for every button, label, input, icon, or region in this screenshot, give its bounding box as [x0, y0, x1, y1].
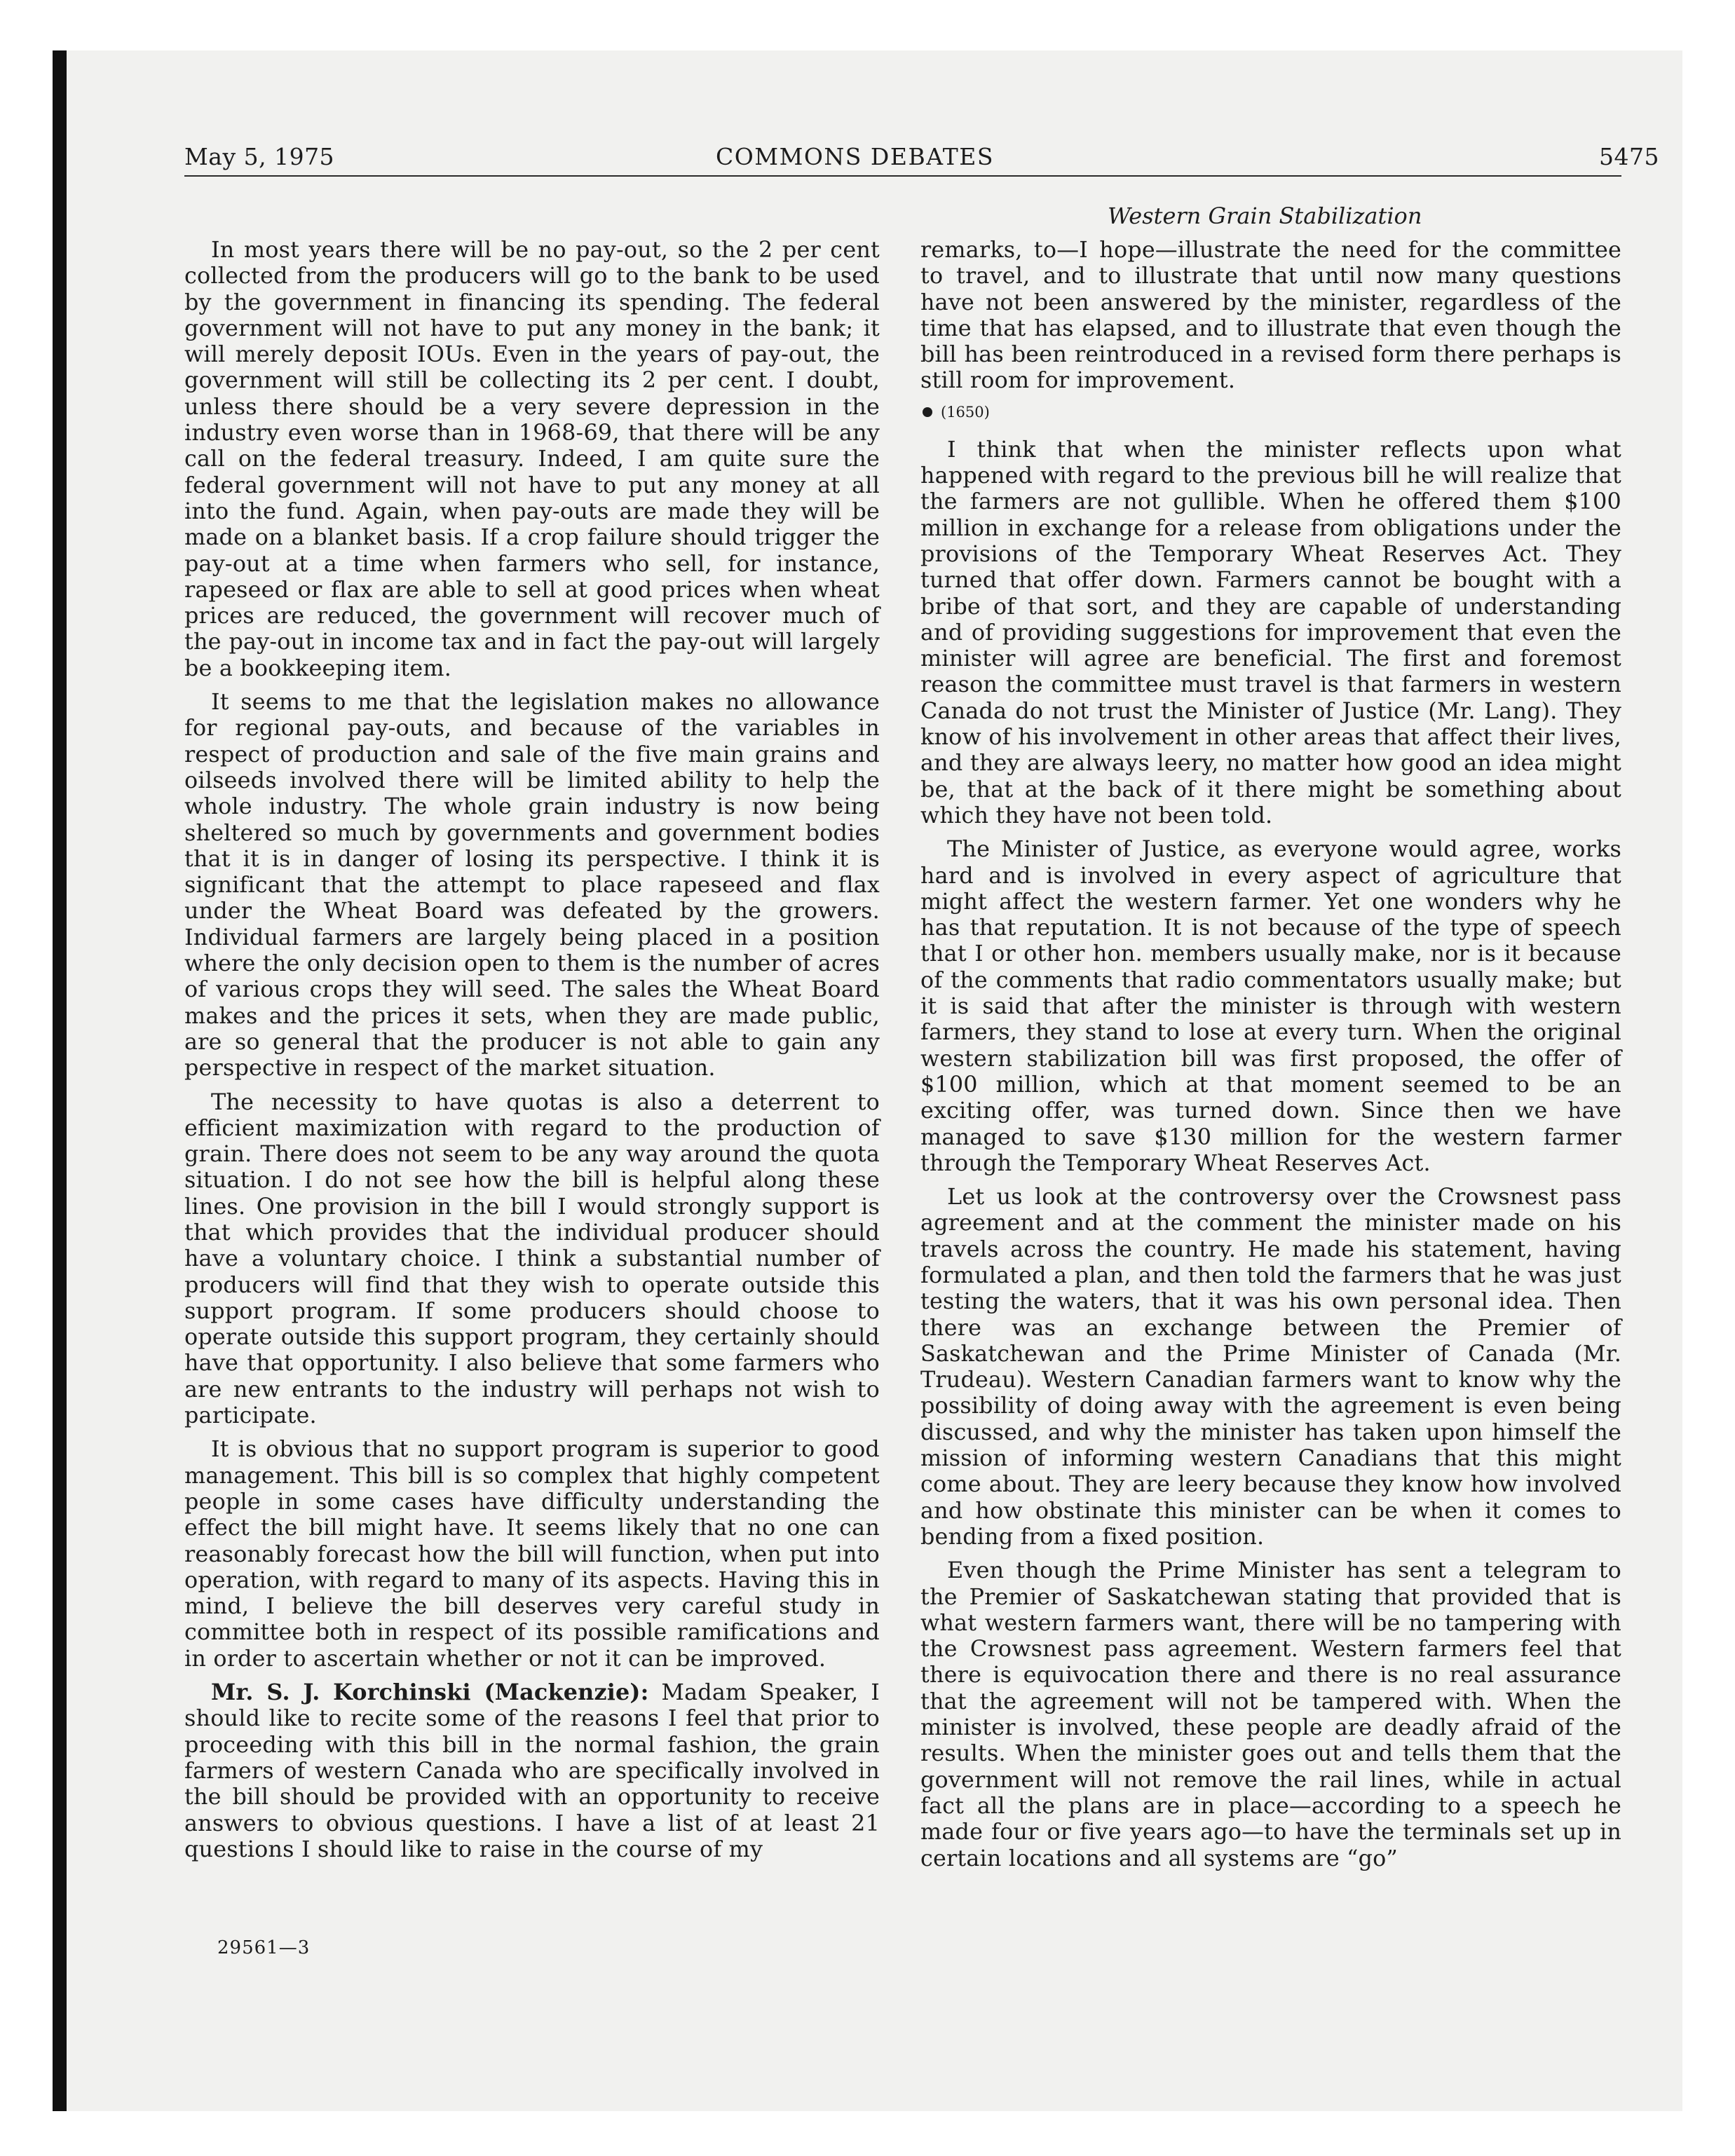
binding-edge: [53, 50, 67, 2111]
speaker-text: Madam Speaker, I should like to recite some of the reasons I feel that prior to proceeding with this bill in the normal fashion, the grain farmers of western Canada who are specifically involved in the bill should be provided with an opportunity to receive answers to obvious questions. I have a list of at least 21 questions I should like to raise in the course of my: [184, 1679, 880, 1862]
paragraph: Let us look at the controversy over the Crowsnest pass agreement and at the comment the minister made on his travels across the country. He made his statement, having formulated a plan, and then told the farmers that he was just testing the waters, that it was his own personal idea. Then there was an exchange between the Premier of Saskatchewan and the Prime Minister of Canada (Mr. Trudeau). Western Canadian farmers want to know why the possibility of doing away with the agreement is even being discussed, and why the minister has taken upon himself the mission of informing western Canadians that this might come about. They are leery because they know how involved and how obstinate this minister can be when it comes to bending from a fixed position.: [920, 1184, 1621, 1550]
left-column: [184, 237, 880, 1870]
header-date: May 5, 1975: [184, 143, 335, 170]
paragraph: In most years there will be no pay-out, so the 2 per cent collected from the producers will go to the bank to be used by the government in financing its spending. The federal government will not have to put any money in the bank; it will merely deposit IOUs. Even in the years of pay-out, the government will still be collecting its 2 per cent. I doubt, unless there should be a very severe depression in the industry even worse than in 1968-69, that there will be any call on the federal treasury. Indeed, I am quite sure the federal government will not have to put any money at all into the fund. Again, when pay-outs are made they will be made on a blanket basis. If a crop failure should trigger the pay-out at a time when farmers who sell, for instance, rapeseed or flax are able to sell at good prices when wheat prices are reduced, the government will recover much of the pay-out in income tax and in fact the pay-out will largely be a bookkeeping item.: [184, 237, 880, 681]
section-title: Western Grain Stabilization: [1108, 203, 1422, 229]
paragraph: The Minister of Justice, as everyone would agree, works hard and is involved in every aspect of agriculture that might affect the western farmer. Yet one wonders why he has that reputation. It is not because of the type of speech that I or other hon. members usually make, nor is it because of the comments that radio commentators usually make; but it is said that after the minister is through with western farmers, they stand to lose at every turn. When the original western stabilization bill was first proposed, the offer of $100 million, which at that moment seemed to be an exciting offer, was turned down. Since then we have managed to save $130 million for the western farmer through the Temporary Wheat Reserves Act.: [920, 836, 1621, 1176]
paragraph-continuation: remarks, to—I hope—illustrate the need for the committee to travel, and to illustrate that until now many questions have not been answered by the minister, regardless of the time that has elapsed, and to illustrate that even though the bill has been reintroduced in a revised form there perhaps is still room for improvement.: [920, 237, 1621, 394]
paragraph: It seems to me that the legislation makes no allowance for regional pay-outs, and because of the variables in respect of production and sale of the five main grains and oilseeds involved there will be limited ability to help the whole industry. The whole grain industry is now being sheltered so much by governments and government bodies that it is in danger of losing its perspective. I think it is significant that the attempt to place rapeseed and flax under the Wheat Board was defeated by the growers. Individual farmers are largely being placed in a position where the only decision open to them is the number of acres of various crops they will seed. The sales the Wheat Board makes and the prices it sets, when they are made public, are so general that the producer is not able to gain any perspective in respect of the market situation.: [184, 689, 880, 1082]
time-marker-text: (1650): [941, 403, 990, 421]
header-rule: [184, 175, 1621, 177]
paragraph: The necessity to have quotas is also a deterrent to efficient maximization with regard to the production of grain. There does not seem to be any way around the quota situation. I do not see how the bill is helpful along these lines. One provision in the bill I would strongly support is that which provides that the individual producer should have a voluntary choice. I think a substantial number of producers will find that they wish to operate outside this support program. If some producers should choose to operate outside this support program, they certainly should have that opportunity. I also believe that some farmers who are new entrants to the industry will perhaps not wish to participate.: [184, 1089, 880, 1429]
speaker-paragraph: [184, 1679, 880, 1862]
speaker-name: Mr. S. J. Korchinski (Mackenzie):: [211, 1679, 649, 1706]
paragraph: I think that when the minister reflects upon what happened with regard to the previous bill he will realize that the farmers are not gullible. When he offered them $100 million in exchange for a release from obligations under the provisions of the Temporary Wheat Reserves Act. They turned that offer down. Farmers cannot be bought with a bribe of that sort, and they are capable of understanding and of providing suggestions for improvement that even the minister will agree are beneficial. The first and foremost reason the committee must travel is that farmers in western Canada do not trust the Minister of Justice (Mr. Lang). They know of his involvement in other areas that affect their lives, and they are always leery, no matter how good an idea might be, that at the back of it there might be something about which they have not been told.: [920, 436, 1621, 828]
right-column: [920, 237, 1621, 1879]
footer-code: 29561—3: [217, 1937, 311, 1958]
paragraph: Even though the Prime Minister has sent a telegram to the Premier of Saskatchewan stating that provided that is what western farmers want, there will be no tampering with the Crowsnest pass agreement. Western farmers feel that there is equivocation there and there is no real assurance that the agreement will not be tampered with. When the minister is involved, these people are deadly afraid of the results. When the minister goes out and tells them that the government will not remove the rail lines, while in actual fact all the plans are in place—according to a speech he made four or five years ago—to have the terminals set up in certain locations and all systems are “go”: [920, 1557, 1621, 1871]
header-page-number: 5475: [1599, 143, 1659, 170]
time-marker: [920, 402, 1621, 423]
header-title: COMMONS DEBATES: [716, 143, 994, 170]
bullet-icon: [923, 407, 932, 417]
paragraph: It is obvious that no support program is superior to good management. This bill is so complex that highly competent people in some cases have difficulty understanding the effect the bill might have. It seems likely that no one can reasonably forecast how the bill will function, when put into operation, with regard to many of its aspects. Having this in mind, I believe the bill deserves very careful study in committee both in respect of its possible ramifications and in order to ascertain whether or not it can be improved.: [184, 1436, 880, 1672]
